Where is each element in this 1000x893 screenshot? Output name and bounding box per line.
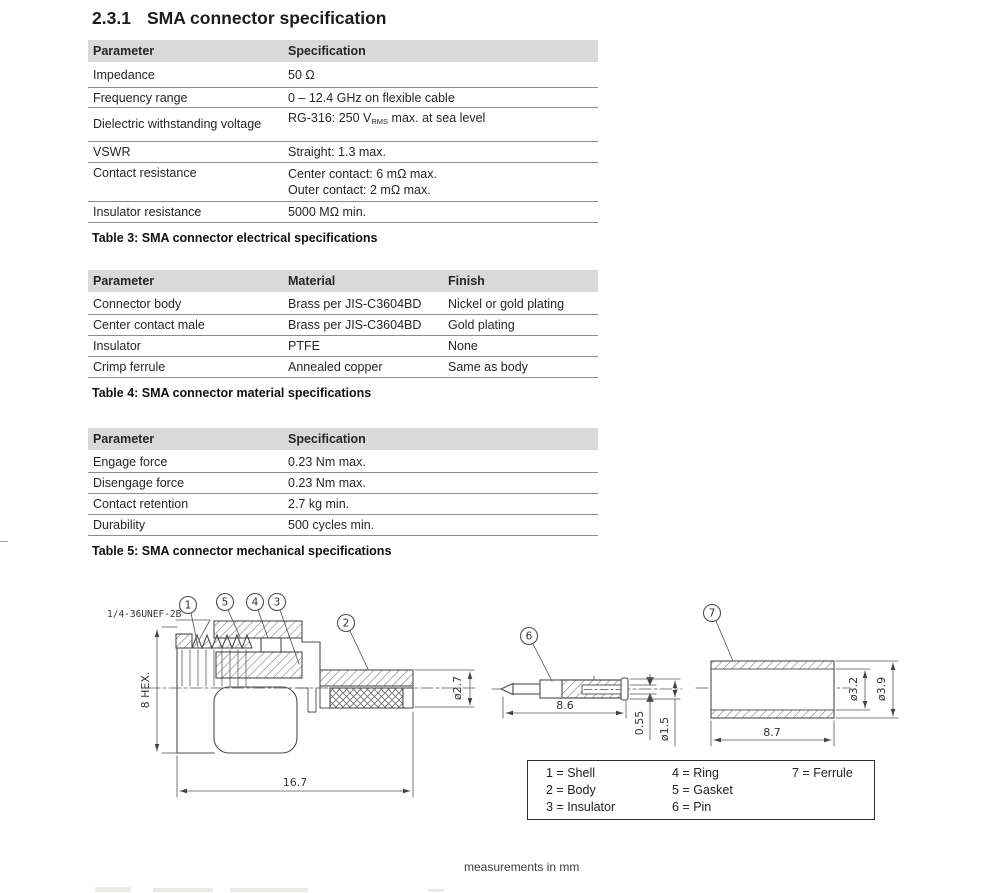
table-row <box>88 494 598 515</box>
thread-spec-label: 1/4-36UNEF-2B <box>107 609 182 620</box>
callout-number: 2 <box>342 617 350 630</box>
pin-diameter-label: ø1.5 <box>658 716 671 742</box>
spec-cell: 5000 MΩ min. <box>288 205 367 219</box>
finish-cell: Same as body <box>448 360 528 374</box>
legend-item: 3 = Insulator <box>546 800 616 814</box>
table-row <box>88 315 598 336</box>
table-header-row <box>88 270 598 292</box>
pin-length-label: 8.6 <box>556 699 574 712</box>
table-row <box>88 515 598 536</box>
param-cell: Contact resistance <box>93 166 197 180</box>
legend-item: 4 = Ring <box>672 766 719 780</box>
section-title: SMA connector specification <box>146 8 387 28</box>
param-cell: Disengage force <box>93 476 185 490</box>
body-length-label: 16.7 <box>282 776 308 789</box>
table-row <box>88 142 598 163</box>
material-cell: Brass per JIS-C3604BD <box>288 297 422 311</box>
table-row <box>88 163 598 202</box>
finish-cell: Nickel or gold plating <box>448 297 565 311</box>
spec-cell: 0 – 12.4 GHz on flexible cable <box>288 91 455 105</box>
ferrule-callout-leader <box>716 621 733 661</box>
callout-number: 3 <box>273 596 281 609</box>
table4-caption: Table 4: SMA connector material specifications <box>92 386 372 400</box>
table-row <box>88 64 598 88</box>
finish-cell: Gold plating <box>448 318 515 332</box>
connector-body-drawing <box>176 621 413 753</box>
spec-line: Outer contact: 2 mΩ max. <box>288 183 431 197</box>
legend-item: 6 = Pin <box>672 800 712 814</box>
legend-item: 1 = Shell <box>546 766 595 780</box>
column-header: Finish <box>448 273 485 288</box>
table-header-row <box>88 428 598 450</box>
material-spec-table <box>88 270 598 378</box>
spec-cell <box>283 164 598 201</box>
margin-tick <box>0 541 8 542</box>
spec-cell: 500 cycles min. <box>288 518 375 532</box>
spec-text: max. at sea level <box>388 111 486 125</box>
param-cell: Dielectric withstanding voltage <box>93 117 262 132</box>
cable-diameter-dimension <box>415 670 474 707</box>
cutoff-text-fragment <box>230 888 308 892</box>
cutoff-text-fragment <box>95 887 131 892</box>
hex-dimension-label: 8 HEX. <box>139 671 152 709</box>
callout-legend <box>527 760 875 820</box>
table-row <box>88 357 598 378</box>
mechanical-spec-table <box>88 428 598 536</box>
callout-number: 5 <box>221 596 229 609</box>
table-row <box>88 473 598 494</box>
table3-caption: Table 3: SMA connector electrical specifications <box>92 231 378 245</box>
material-cell: PTFE <box>288 339 320 353</box>
spec-cell: 0.23 Nm max. <box>288 476 366 490</box>
column-header: Parameter <box>93 431 155 446</box>
param-cell: Engage force <box>93 455 168 469</box>
sma-connector-technical-drawing <box>0 575 1000 893</box>
section-heading <box>92 8 386 29</box>
table-row <box>88 108 598 142</box>
param-cell: Insulator <box>93 339 141 353</box>
table-row <box>88 202 598 223</box>
pin-tip-diameter-label: 0.55 <box>633 710 646 736</box>
spec-cell: 2.7 kg min. <box>288 497 350 511</box>
legend-column <box>672 765 733 816</box>
section-number: 2.3.1 <box>92 8 131 28</box>
callout-number: 6 <box>525 630 533 643</box>
param-cell: Frequency range <box>93 91 188 105</box>
column-header: Material <box>288 273 336 288</box>
pin-callout-leader <box>533 644 552 681</box>
ferrule-outer-diameter-dimension <box>836 661 898 718</box>
table-row <box>88 452 598 473</box>
finish-cell: None <box>448 339 478 353</box>
param-cell: Crimp ferrule <box>93 360 166 374</box>
legend-column <box>792 765 853 782</box>
material-cell: Brass per JIS-C3604BD <box>288 318 422 332</box>
legend-item: 5 = Gasket <box>672 783 733 797</box>
cutoff-text-fragment <box>153 888 213 892</box>
legend-column <box>546 765 615 816</box>
cable-diameter-label: ø2.7 <box>451 675 464 701</box>
spec-cell: 0.23 Nm max. <box>288 455 366 469</box>
spec-line: Center contact: 6 mΩ max. <box>288 166 437 181</box>
spec-text: RG-316: 250 V <box>288 111 372 125</box>
legend-item: 7 = Ferrule <box>792 766 853 780</box>
callout-number: 7 <box>708 607 716 620</box>
table5-caption: Table 5: SMA connector mechanical specifications <box>92 544 392 558</box>
callout-number: 1 <box>184 599 192 612</box>
param-cell: Impedance <box>93 68 155 83</box>
spec-cell: 50 Ω <box>288 68 315 83</box>
param-cell: Contact retention <box>93 497 189 511</box>
spec-subscript: RMS <box>371 117 389 126</box>
param-cell: Center contact male <box>93 318 205 332</box>
hex-dimension <box>157 627 177 753</box>
callout-number: 4 <box>251 596 259 609</box>
table-header-row <box>88 40 598 62</box>
pin-drawing <box>501 676 628 700</box>
param-cell: Connector body <box>93 297 182 311</box>
ferrule-inner-diameter-label: ø3.2 <box>847 676 860 702</box>
ferrule-drawing <box>711 661 834 718</box>
material-cell: Annealed copper <box>288 360 383 374</box>
column-header: Parameter <box>93 273 155 288</box>
column-header: Parameter <box>93 43 155 58</box>
param-cell: VSWR <box>93 145 131 159</box>
measurements-note: measurements in mm <box>464 860 580 874</box>
electrical-spec-table <box>88 40 598 223</box>
table-row <box>88 88 598 108</box>
column-header: Specification <box>288 431 366 446</box>
spec-cell: Straight: 1.3 max. <box>288 145 386 159</box>
cutoff-text-fragment <box>428 889 444 892</box>
column-header: Specification <box>288 43 366 58</box>
spec-cell <box>283 108 598 133</box>
ferrule-outer-diameter-label: ø3.9 <box>875 676 888 702</box>
table-row <box>88 294 598 315</box>
ferrule-length-label: 8.7 <box>763 726 781 739</box>
table-row <box>88 336 598 357</box>
param-cell: Insulator resistance <box>93 205 202 219</box>
legend-item: 2 = Body <box>546 783 596 797</box>
param-cell: Durability <box>93 518 146 532</box>
